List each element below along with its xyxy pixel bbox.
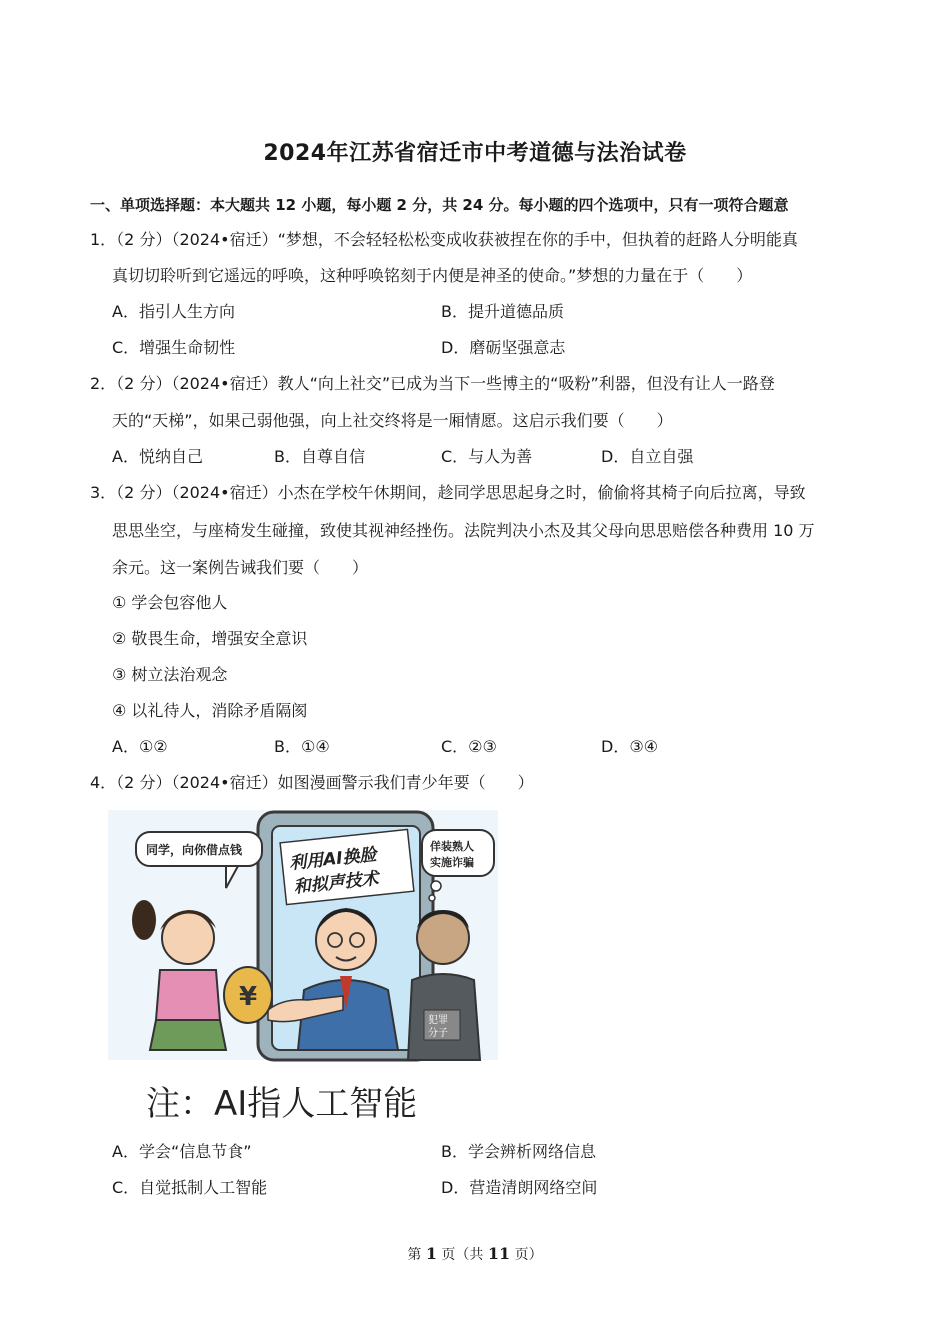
question-1-option-c: C．增强生命韧性 [112, 338, 236, 357]
question-1-option-b: B．提升道德品质 [441, 302, 564, 321]
question-1-option-d: D．磨砺坚强意志 [441, 338, 566, 357]
question-4-option-a: A．学会“信息节食” [112, 1142, 252, 1161]
thought-bubble-right [422, 830, 494, 876]
criminal-badge-text-2: 分子 [428, 1028, 448, 1039]
question-3-option-d: D．③④ [601, 737, 659, 756]
question-4-line-1: 4．（2 分）（2024•宿迁）如图漫画警示我们青少年要（ ） [90, 773, 534, 792]
question-2-option-b: B．自尊自信 [274, 447, 365, 466]
question-3-statement-3: ③ 树立法治观念 [112, 665, 228, 684]
screen-text-line-2: 和拟声技术 [292, 868, 380, 898]
question-3-statement-2: ② 敬畏生命，增强安全意识 [112, 629, 308, 648]
question-1-line-1: 1．（2 分）（2024•宿迁）“梦想，不会轻轻松松变成收获被捏在你的手中，但执着的赶路人分明能真 [90, 230, 798, 249]
screen-text-line-1: 利用AI换脸 [288, 844, 378, 874]
speech-bubble-left-text: 同学，向你借点钱 [146, 843, 243, 857]
footer-total-pages: 11 [487, 1244, 511, 1263]
page-title: 2024年江苏省宿迁市中考道德与法治试卷 [263, 141, 687, 166]
girl-ponytail [132, 900, 156, 940]
question-1-line-2: 真切切聆听到它遥远的呼唤，这种呼唤铭刻于内便是神圣的使命。”梦想的力量在于（ ） [112, 266, 753, 285]
question-3-option-c: C．②③ [441, 737, 497, 756]
question-3-statement-1: ① 学会包容他人 [112, 593, 228, 612]
question-2-option-c: C．与人为善 [441, 447, 533, 466]
question-3-option-a: A．①② [112, 737, 168, 756]
footer-prefix: 第 [407, 1247, 426, 1263]
thought-bubble-text-2: 实施诈骗 [430, 856, 474, 869]
question-3-line-1: 3．（2 分）（2024•宿迁）小杰在学校午休期间，趁同学思思起身之时，偷偷将其椅子向后拉离，导致 [90, 483, 806, 502]
thought-dot-1 [431, 881, 441, 891]
thought-dot-2 [429, 895, 435, 901]
question-2-option-a: A．悦纳自己 [112, 447, 203, 466]
fraud-cartoon-illustration [108, 810, 498, 1130]
question-3-statement-4: ④ 以礼待人，消除矛盾隔阂 [112, 701, 308, 720]
question-4-option-d: D．营造清朗网络空间 [441, 1178, 598, 1197]
question-2-option-d: D．自立自强 [601, 447, 694, 466]
question-4-option-c: C．自觉抵制人工智能 [112, 1178, 268, 1197]
question-3-line-2: 思思坐空，与座椅发生碰撞，致使其视神经挫伤。法院判决小杰及其父母向思思赔偿各种费用 10 万 [112, 521, 815, 540]
footer-middle: 页（共 [436, 1247, 488, 1263]
footer-suffix: 页） [510, 1247, 543, 1263]
question-2-line-1: 2．（2 分）（2024•宿迁）教人“向上社交”已成为当下一些博主的“吸粉”利器，但没有让人一路登 [90, 374, 775, 393]
question-3-option-b: B．①④ [274, 737, 330, 756]
page-footer [0, 1244, 950, 1264]
question-4-option-b: B．学会辨析网络信息 [441, 1142, 596, 1161]
criminal-badge-text-1: 犯罪 [428, 1015, 448, 1026]
section-heading: 一、单项选择题：本大题共 12 小题，每小题 2 分，共 24 分。每小题的四个选项中，只有一项符合题意 [90, 196, 789, 214]
girl-skirt [150, 1020, 226, 1050]
question-2-line-2: 天的“天梯”，如果己弱他强，向上社交终将是一厢情愿。这启示我们要（ ） [112, 411, 673, 430]
footer-page-number: 1 [425, 1244, 437, 1263]
question-1-option-a: A．指引人生方向 [112, 302, 235, 321]
question-3-line-3: 余元。这一案例告诫我们要（ ） [112, 558, 369, 577]
money-bag-symbol: ¥ [239, 982, 258, 1012]
girl-shirt [156, 970, 220, 1020]
thought-bubble-text-1: 佯装熟人 [430, 840, 474, 853]
cartoon-note: 注：AI指人工智能 [146, 1084, 418, 1124]
